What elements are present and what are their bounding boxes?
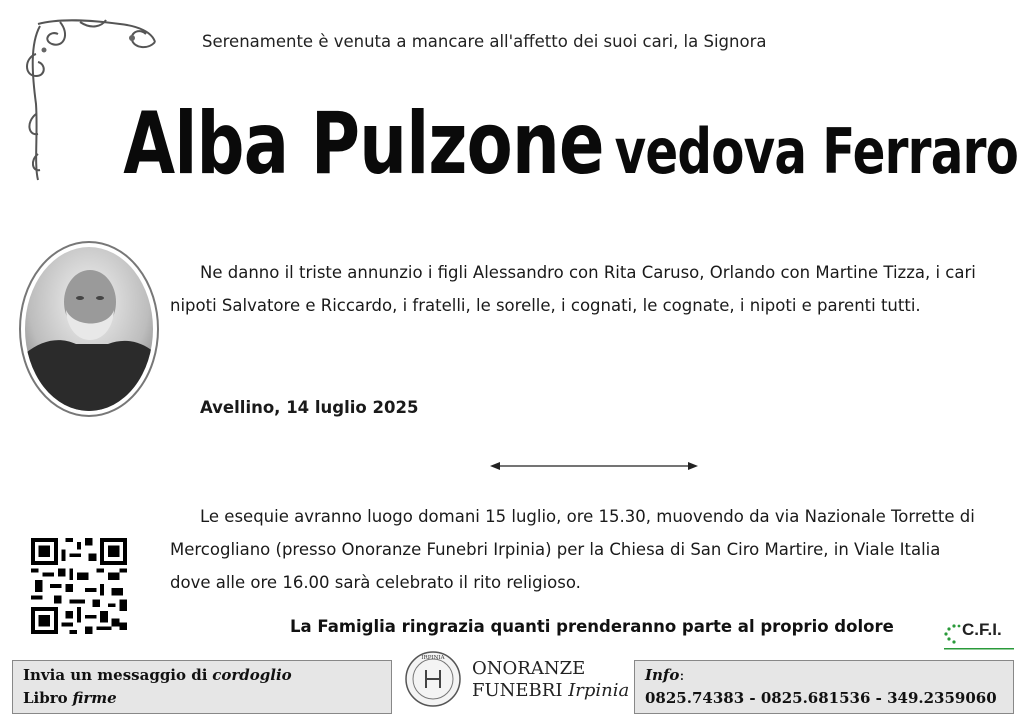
info-label: Info [645,666,680,684]
info-box [634,660,1014,714]
guestbook-label: Libro [23,689,68,707]
condolence-message-link[interactable] [23,666,292,684]
place-date: Avellino, 14 luglio 2025 [200,398,419,417]
logo-line-1: ONORANZE [472,658,586,679]
double-arrow-icon [488,458,700,474]
cfi-logo [940,620,1020,654]
portrait-photo [18,240,160,418]
announcement-line: nipoti Salvatore e Riccardo, i fratelli, le sorelle, i cognati, le cognate, i nipoti e parenti tutti. [170,296,921,315]
guestbook-link[interactable] [23,689,117,707]
logo-line-2-prefix: FUNEBRI [472,680,563,701]
guestbook-emph: firme [72,689,117,707]
announcement-paragraph [170,256,1012,322]
intro-text: Serenamente è venuta a mancare all'affetto dei suoi cari, la Signora [202,32,767,51]
funeral-home-seal-icon [404,650,462,708]
logo-line-2-emph: Irpinia [568,680,630,701]
seal-text: IRPINIA [421,655,445,661]
deceased-name-suffix: vedova Ferraro [614,115,1019,188]
announcement-line: Ne danno il triste annunzio i figli Alessandro con Rita Caruso, Orlando con Martine Tizza, i cari [200,263,976,282]
condolence-box[interactable] [12,660,392,714]
funeral-line: Le esequie avranno luogo domani 15 luglio, ore 15.30, muovendo da via Nazionale Torrette di [200,507,975,526]
condolence-label: Invia un messaggio di [23,666,208,684]
funeral-line: dove alle ore 16.00 sarà celebrato il rito religioso. [170,573,581,592]
condolence-emph: cordoglio [212,666,292,684]
funeral-paragraph [170,500,1012,599]
funeral-line: Mercogliano (presso Onoranze Funebri Irpinia) per la Chiesa di San Ciro Martire, in Viale Italia [170,540,941,559]
funeral-home-logo-text [472,658,629,702]
cfi-logo-text: C.F.I. [962,620,1002,639]
info-label-line: Info: [645,666,685,684]
logo-line-2 [472,680,629,702]
info-phones[interactable]: 0825.74383 - 0825.681536 - 349.2359060 [645,689,997,707]
deceased-name: Alba Pulzone [123,94,604,194]
deceased-name-heading [123,94,1019,194]
qr-code-icon[interactable] [30,538,128,634]
family-thanks: La Famiglia ringrazia quanti prenderanno parte al proprio dolore [290,617,894,636]
